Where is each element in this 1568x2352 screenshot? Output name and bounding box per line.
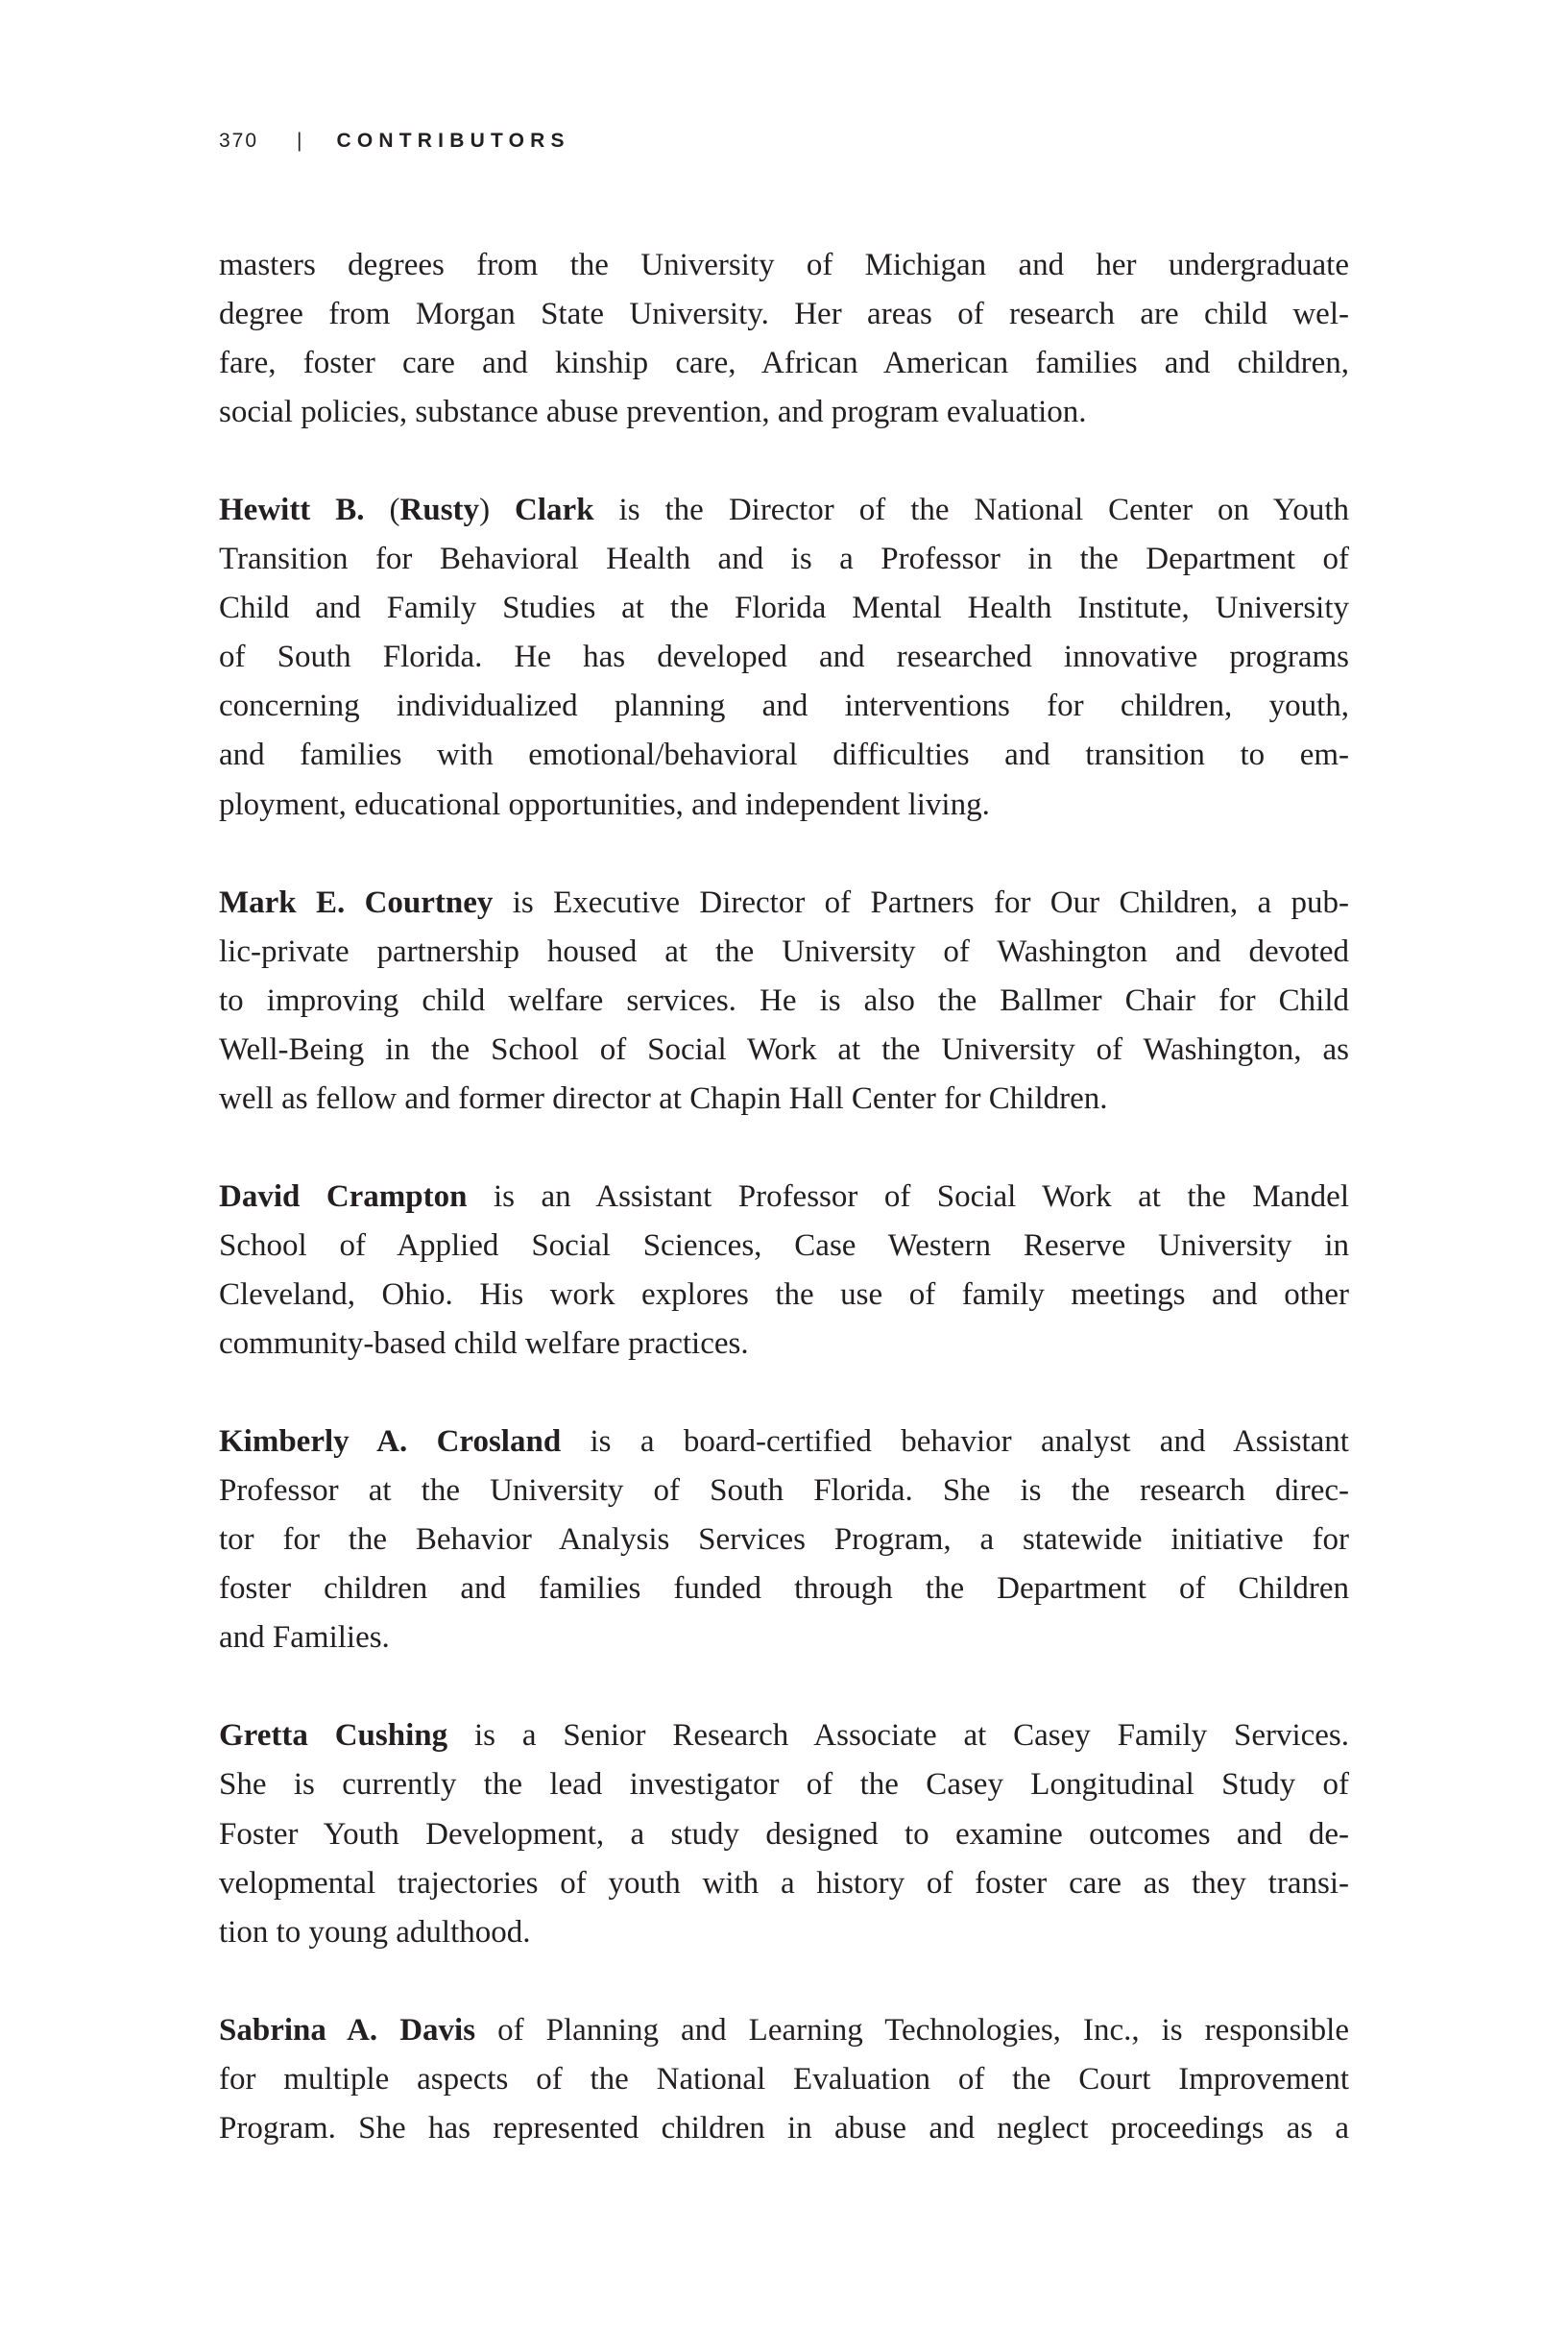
text-line: Cleveland, Ohio. His work explores the use of family meetings and other [219,1276,1349,1312]
bio-text: is the Director of the National Center on Youth [593,493,1350,528]
text-line [219,1711,1349,1760]
text-line: Child and Family Studies at the Florida Mental Health Institute, University [219,591,1349,626]
text-line [219,486,1349,535]
text-line [219,1173,1349,1222]
text-line: fare, foster care and kinship care, African American families and children, [219,346,1349,381]
bio-text: is a Senior Research Associate at Casey Family Services. [447,1718,1350,1754]
bio-text: is Executive Director of Partners for Our Children, a pub- [493,885,1350,920]
bio-paragraph-cushing [219,1711,1349,1956]
text-line: community-based child welfare practices. [219,1326,749,1362]
bio-paragraph-courtney [219,879,1349,1124]
text-line: social policies, substance abuse prevention, and program evaluation. [219,395,1087,430]
contributor-surname: Clark [515,493,594,528]
text-line [219,2006,1349,2055]
text-line: and families with emotional/behavioral difficulties and transition to em- [219,738,1349,773]
body-text [219,241,1349,2202]
text-line: and Families. [219,1620,390,1656]
text-line: Foster Youth Development, a study designed to examine outcomes and de- [219,1816,1349,1852]
running-head [219,127,570,156]
bio-paragraph-crampton [219,1173,1349,1369]
page-number: 370 [219,130,259,152]
text-line: of South Florida. He has developed and researched innovative programs [219,640,1349,675]
text-line: to improving child welfare services. He is also the Ballmer Chair for Child [219,982,1349,1018]
text-line: She is currently the lead investigator of the Casey Longitudinal Study of [219,1767,1349,1803]
text-line: well as fellow and former director at Chapin Hall Center for Children. [219,1080,1108,1116]
paren: ( [364,493,400,528]
text-line [219,1418,1349,1467]
paren: ) [479,493,516,528]
bio-text: is an Assistant Professor of Social Work at the Mandel [467,1178,1349,1214]
contributor-name: Hewitt B. [219,493,365,528]
bio-paragraph-continued [219,241,1349,437]
contributor-name: Mark E. Courtney [219,885,494,920]
section-title: CONTRIBUTORS [336,130,570,152]
text-line: for multiple aspects of the National Evaluation of the Court Improvement [219,2061,1349,2097]
header-separator: | [297,130,302,152]
text-line: ployment, educational opportunities, and independent living. [219,787,990,822]
text-line: concerning individualized planning and interventions for children, youth, [219,689,1349,724]
contributor-nickname: Rusty [399,493,480,528]
bio-text: of Planning and Learning Technologies, Inc., is responsible [475,2012,1349,2048]
text-line: School of Applied Social Sciences, Case Western Reserve University in [219,1227,1349,1263]
contributor-name: Kimberly A. Crosland [219,1424,562,1460]
text-line: tion to young adulthood. [219,1914,531,1950]
text-line: Well-Being in the School of Social Work at the University of Washington, as [219,1031,1349,1067]
text-line: tor for the Behavior Analysis Services Program, a statewide initiative for [219,1522,1349,1558]
text-line: lic-private partnership housed at the University of Washington and devoted [219,934,1349,969]
bio-paragraph-davis [219,2006,1349,2153]
bio-paragraph-clark [219,486,1349,829]
contributor-name: David Crampton [219,1178,468,1214]
text-line: Transition for Behavioral Health and is a Professor in the Department of [219,542,1349,577]
text-line: foster children and families funded through the Department of Children [219,1571,1349,1607]
contributor-name: Sabrina A. Davis [219,2012,476,2048]
text-line: Program. She has represented children in abuse and neglect proceedings as a [219,2110,1349,2146]
text-line [219,879,1349,928]
text-line: masters degrees from the University of Michigan and her undergraduate [219,248,1349,282]
text-line: degree from Morgan State University. Her areas of research are child wel- [219,297,1349,332]
bio-text: is a board-certified behavior analyst and Assistant [561,1424,1349,1460]
text-line: velopmental trajectories of youth with a history of foster care as they transi- [219,1865,1349,1901]
contributor-name: Gretta Cushing [219,1718,448,1754]
text-line: Professor at the University of South Florida. She is the research direc- [219,1473,1349,1509]
bio-paragraph-crosland [219,1418,1349,1662]
